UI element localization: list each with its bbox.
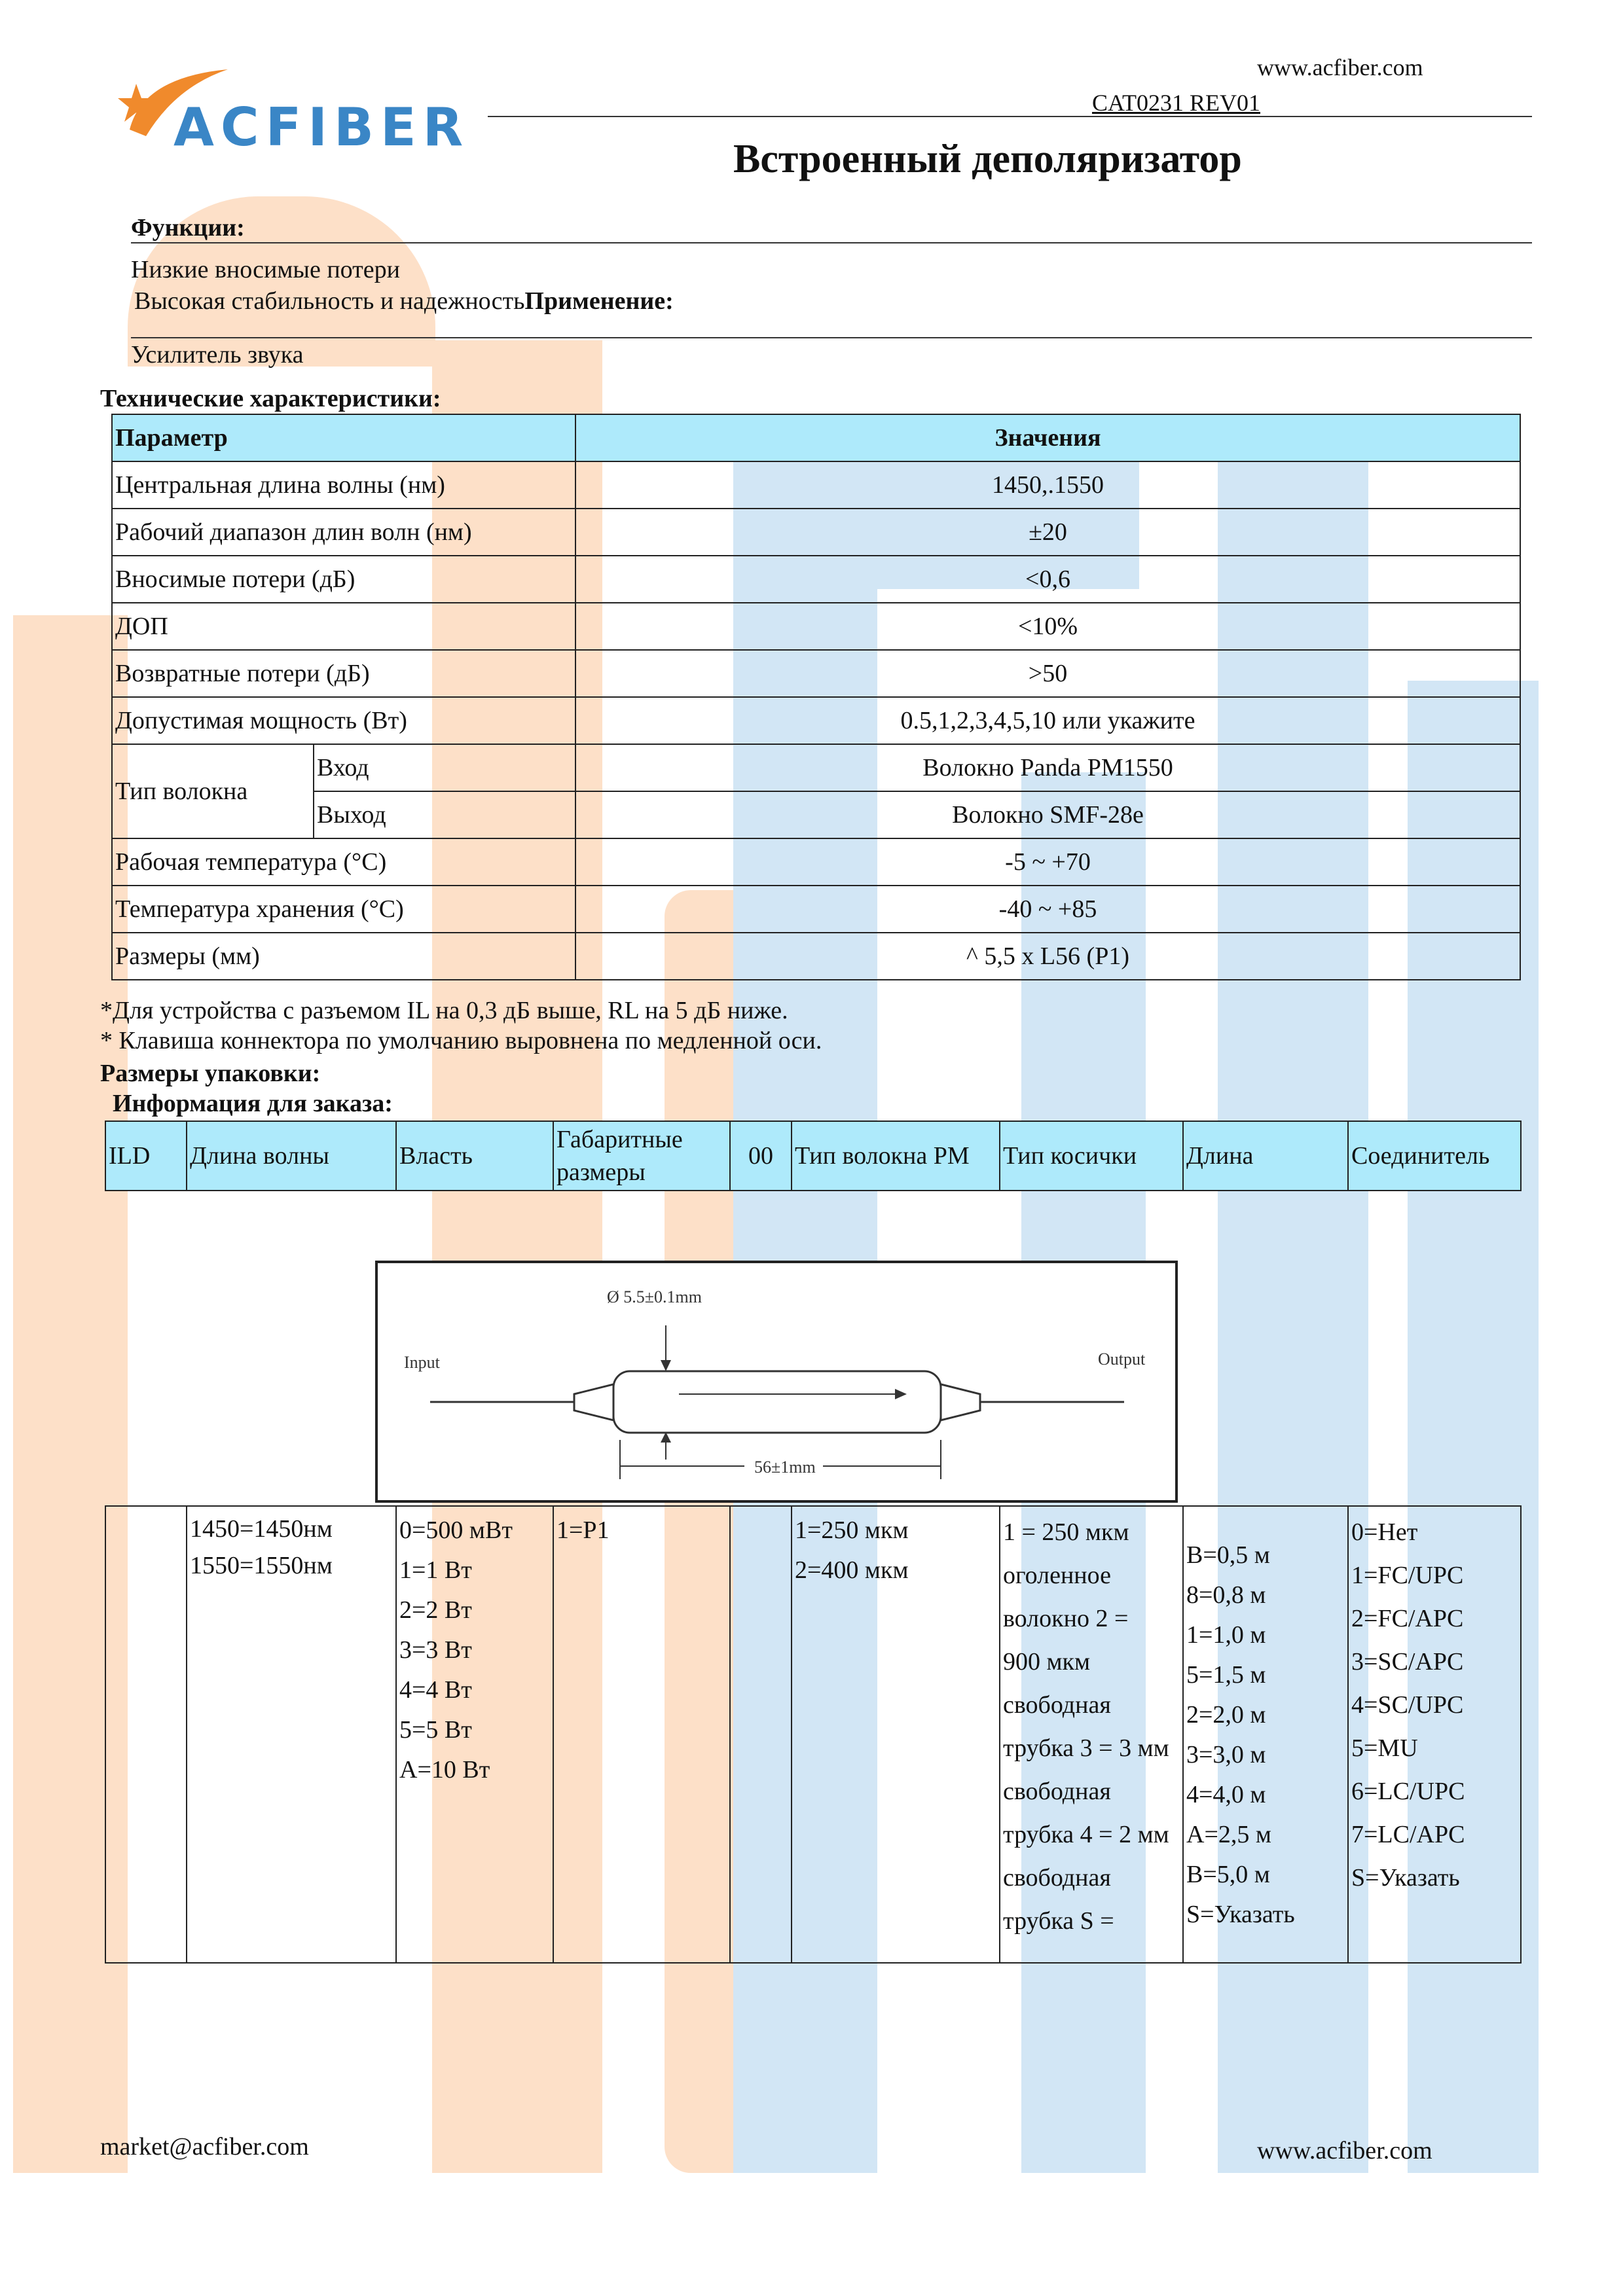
note: *Для устройства с разъемом IL на 0,3 дБ выше, RL на 5 дБ ниже. — [100, 997, 788, 1024]
table-row — [112, 744, 1520, 791]
table-row — [112, 509, 1520, 556]
list-item: 2=2 Вт — [399, 1596, 472, 1624]
spec-value: 0.5,1,2,3,4,5,10 или укажите — [575, 697, 1520, 744]
specs-col-value: Значения — [575, 414, 1520, 461]
features-heading: Функции: — [131, 214, 245, 242]
table-row — [112, 838, 1520, 886]
spec-fiber-input-label: Вход — [314, 744, 575, 791]
list-item: 3=3,0 м — [1186, 1741, 1266, 1768]
table-row — [112, 650, 1520, 697]
header-rule — [488, 116, 1532, 117]
application-item: Усилитель звука — [131, 341, 304, 368]
header-website[interactable]: www.acfiber.com — [1257, 54, 1423, 81]
order-col-ild: ILD — [105, 1121, 187, 1191]
list-item: 5=MU — [1351, 1734, 1418, 1762]
order-col-connector: Соединитель — [1348, 1121, 1521, 1191]
order-ild-cell — [105, 1506, 187, 1963]
order-header-table — [105, 1121, 1522, 1191]
features-rule — [131, 242, 1532, 243]
order-col-pigtail: Тип косички — [1000, 1121, 1183, 1191]
list-item: 5=1,5 м — [1186, 1661, 1266, 1689]
drawing-diameter-label: Ø 5.5±0.1mm — [607, 1287, 702, 1306]
list-item: 0=Нет — [1351, 1518, 1418, 1546]
footer-email[interactable]: market@acfiber.com — [100, 2133, 309, 2161]
list-item: B=5,0 м — [1186, 1861, 1270, 1888]
specs-header-row — [112, 414, 1520, 461]
specs-table — [111, 414, 1521, 980]
list-item: 2=FC/APC — [1351, 1605, 1464, 1632]
list-item: 4=SC/UPC — [1351, 1691, 1464, 1719]
list-item: 3=SC/APC — [1351, 1648, 1464, 1676]
spec-value: -5 ~ +70 — [575, 838, 1520, 886]
list-item: 1=1 Вт — [399, 1556, 472, 1584]
list-item: свободная — [1003, 1691, 1111, 1719]
spec-param: ДОП — [112, 603, 575, 650]
spec-value: <0,6 — [575, 556, 1520, 603]
list-item: A=2,5 м — [1186, 1821, 1271, 1848]
list-item: трубка 3 = 3 мм — [1003, 1734, 1169, 1762]
drawing-length-label: 56±1mm — [754, 1458, 816, 1477]
note: * Клавиша коннектора по умолчанию выровнена по медленной оси. — [100, 1027, 822, 1054]
package-drawing — [375, 1261, 1178, 1503]
brand-logo-text: ACFIBER — [173, 97, 470, 158]
spec-param: Рабочая температура (°C) — [112, 838, 575, 886]
spec-value: 1450,.1550 — [575, 461, 1520, 509]
order-col-wavelength: Длина волны — [187, 1121, 396, 1191]
application-heading: Применение: — [524, 287, 674, 315]
list-item: 1=250 мкм — [795, 1516, 909, 1544]
table-row — [112, 603, 1520, 650]
list-item: 5=5 Вт — [399, 1716, 472, 1744]
list-item: свободная — [1003, 1778, 1111, 1805]
feature-item: Высокая стабильность и надежностьПрименение: — [134, 287, 674, 315]
spec-param: Рабочий диапазон длин волн (нм) — [112, 509, 575, 556]
spec-fiber-output-label: Выход — [314, 791, 575, 838]
order-connector-cell — [1348, 1506, 1521, 1963]
list-item: 1=1,0 м — [1186, 1621, 1266, 1649]
list-item: 4=4,0 м — [1186, 1781, 1266, 1808]
list-item: 7=LC/APC — [1351, 1821, 1465, 1848]
spec-value: <10% — [575, 603, 1520, 650]
order-length-cell — [1183, 1506, 1348, 1963]
list-item: 6=LC/UPC — [1351, 1778, 1465, 1805]
specs-col-param: Параметр — [112, 414, 575, 461]
list-item: волокно 2 = — [1003, 1605, 1129, 1632]
order-power-cell — [396, 1506, 553, 1963]
application-rule — [131, 337, 1532, 338]
table-row — [112, 461, 1520, 509]
spec-param: Температура хранения (°C) — [112, 886, 575, 933]
spec-param: Размеры (мм) — [112, 933, 575, 980]
order-col-fiber: Тип волокна PM — [792, 1121, 1000, 1191]
list-item: трубка 4 = 2 мм — [1003, 1821, 1169, 1848]
order-00-cell — [730, 1506, 792, 1963]
list-item: 2=400 мкм — [795, 1556, 909, 1584]
table-row — [112, 697, 1520, 744]
spec-fiber-output-value: Волокно SMF-28e — [575, 791, 1520, 838]
list-item: 4=4 Вт — [399, 1676, 472, 1704]
table-row — [112, 933, 1520, 980]
spec-value: ^ 5,5 x L56 (P1) — [575, 933, 1520, 980]
list-item: 8=0,8 м — [1186, 1581, 1266, 1609]
order-options-table — [105, 1505, 1522, 1964]
order-wavelength-cell — [187, 1506, 396, 1963]
footer-website[interactable]: www.acfiber.com — [1257, 2137, 1432, 2164]
spec-param: Допустимая мощность (Вт) — [112, 697, 575, 744]
specs-heading: Технические характеристики: — [100, 385, 441, 412]
order-fiber-cell — [792, 1506, 1000, 1963]
drawing-output-label: Output — [1098, 1350, 1146, 1369]
spec-param: Центральная длина волны (нм) — [112, 461, 575, 509]
list-item: 1450=1450нм — [190, 1515, 333, 1543]
list-item: оголенное — [1003, 1562, 1111, 1589]
order-dimensions-cell — [553, 1506, 730, 1963]
list-item: 2=2,0 м — [1186, 1701, 1266, 1729]
list-item: 1=FC/UPC — [1351, 1562, 1464, 1589]
spec-param-fiber: Тип волокна — [112, 744, 314, 838]
list-item: 1=P1 — [556, 1516, 610, 1544]
list-item: свободная — [1003, 1864, 1111, 1892]
list-item: трубка S = — [1003, 1907, 1114, 1935]
list-item: B=0,5 м — [1186, 1541, 1270, 1569]
order-col-length: Длина — [1183, 1121, 1348, 1191]
package-drawing-svg — [378, 1263, 1175, 1500]
package-heading: Размеры упаковки: — [100, 1060, 321, 1087]
order-options-row — [105, 1506, 1521, 1963]
table-row — [112, 791, 1520, 838]
spec-fiber-input-value: Волокно Panda PM1550 — [575, 744, 1520, 791]
order-col-dimensions: Габаритные размеры — [553, 1121, 730, 1191]
spec-value: ±20 — [575, 509, 1520, 556]
order-pigtail-cell — [1000, 1506, 1183, 1963]
catalog-number: CAT0231 REV01 — [1092, 90, 1261, 116]
order-col-power: Власть — [396, 1121, 553, 1191]
table-row — [112, 556, 1520, 603]
list-item: 3=3 Вт — [399, 1636, 472, 1664]
spec-value: -40 ~ +85 — [575, 886, 1520, 933]
order-heading: Информация для заказа: — [113, 1090, 393, 1117]
table-row — [112, 886, 1520, 933]
page-title: Встроенный деполяризатор — [733, 137, 1242, 181]
list-item: 1550=1550нм — [190, 1552, 333, 1579]
list-item: S=Указать — [1351, 1864, 1460, 1892]
order-col-00: 00 — [730, 1121, 792, 1191]
list-item: S=Указать — [1186, 1901, 1295, 1928]
feature-item: Низкие вносимые потери — [131, 256, 400, 283]
list-item: A=10 Вт — [399, 1756, 490, 1784]
list-item: 1 = 250 мкм — [1003, 1518, 1129, 1546]
spec-value: >50 — [575, 650, 1520, 697]
list-item: 900 мкм — [1003, 1648, 1091, 1676]
spec-param: Вносимые потери (дБ) — [112, 556, 575, 603]
spec-param: Возвратные потери (дБ) — [112, 650, 575, 697]
list-item: 0=500 мВт — [399, 1516, 513, 1544]
drawing-input-label: Input — [404, 1353, 440, 1372]
order-header-row — [105, 1121, 1521, 1191]
